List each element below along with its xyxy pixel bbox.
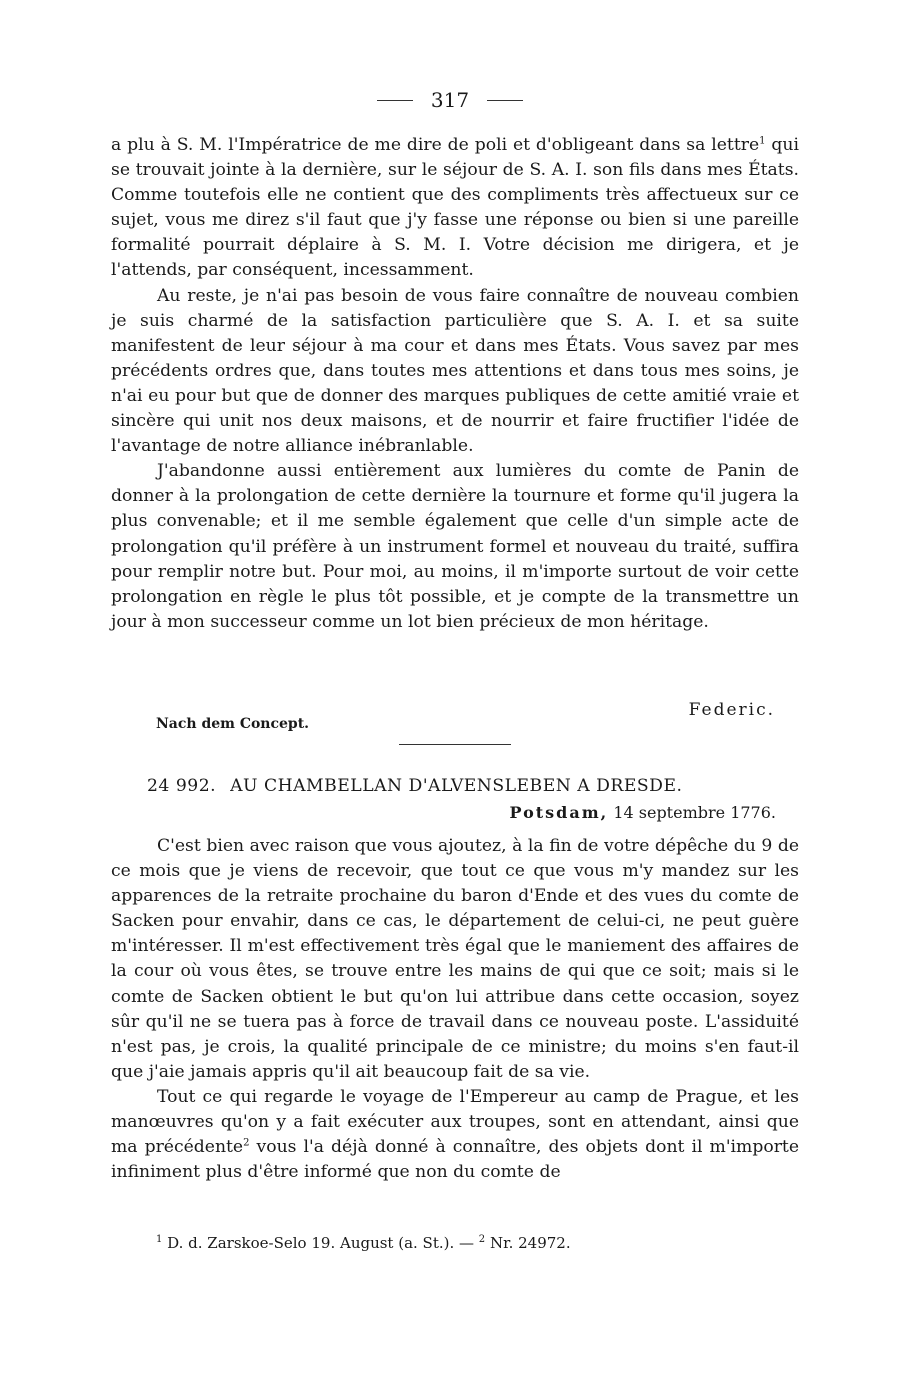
footnote-mark: 2	[478, 1234, 486, 1245]
footnote-1: D. d. Zarskoe-Selo 19. August (a. St.). —	[162, 1234, 479, 1252]
page-header	[0, 88, 900, 112]
header-rule-left	[377, 100, 413, 101]
paragraph-text: a plu à S. M. l'Impératrice de me dire de poli et d'obligeant dans sa lettre	[111, 135, 760, 155]
paragraph-text: qui se trouvait jointe à la dernière, sur le séjour de S. A. I. son fils dans mes États. Comme toutefois elle ne contient que des compliments très affectueux sur ce sujet, vous me direz s'il faut que j'y fasse une réponse ou bien si une pareille formalité pourrait déplaire à S. M. I. Votre décision me dirigera, et je l'attends, par conséquent, incessamment.	[111, 135, 799, 281]
paragraph-text: Tout ce qui regarde le voyage de l'Empereur au camp de Prague, et les manœuvres qu'on y a fait exécuter aux troupes, sont en attendant, ainsi que ma précédente	[111, 1086, 799, 1158]
footnote-mark: 1	[156, 1234, 163, 1245]
page-number: 317	[430, 88, 470, 112]
continued-letter-text	[111, 133, 799, 635]
letter-number: 24 992.	[147, 776, 217, 796]
signature: Federic.	[688, 700, 775, 720]
paragraph: Au reste, je n'ai pas besoin de vous faire connaître de nouveau combien je suis charmé de la satisfaction particulière que S. A. I. et sa suite manifestent de leur séjour à ma cour et dans mes États. Vous savez par mes précédents ordres que, dans toutes mes attentions et dans tous mes soins, je n'ai eu pour but que de donner des marques publiques de cette amitié vraie et sincère qui unit nos deux maisons, et de nourrir et faire fructifier l'idée de l'avantage de notre alliance inébranlable.	[111, 285, 799, 457]
letter-heading	[147, 776, 807, 796]
letter-title: AU CHAMBELLAN D'ALVENSLEBEN A DRESDE.	[230, 776, 683, 796]
paragraph: C'est bien avec raison que vous ajoutez, à la fin de votre dépêche du 9 de ce mois que je viens de recevoir, que tout ce que vous m'y mandez sur les apparences de la retraite prochaine du baron d'Ende et des vues du comte de Sacken pour envahir, dans ce cas, le département de celui-ci, ne peut guère m'intéresser. Il m'est effectivement très égal que le maniement des affaires de la cour où vous êtes, se trouve entre les mains de qui que ce soit; mais si le comte de Sacken obtient le but qu'on lui attribue dans cette occasion, soyez sûr qu'il ne se tuera pas à force de travail dans ce nouveau poste. L'assiduité n'est pas, je crois, la qualité principale de ce ministre; du moins s'en faut-il que j'aie jamais appris qu'il ait beaucoup fait de sa vie.	[111, 836, 799, 1082]
footnote-ref: 1	[759, 135, 766, 147]
footnotes	[156, 1234, 571, 1252]
footnote-2: Nr. 24972.	[485, 1234, 571, 1252]
paragraph	[111, 133, 799, 284]
letter-date: 14 septembre 1776.	[613, 803, 776, 822]
source-note: Nach dem Concept.	[156, 716, 310, 732]
letter-dateline	[509, 803, 776, 822]
section-divider	[399, 744, 511, 745]
paragraph: J'abandonne aussi entièrement aux lumières du comte de Panin de donner à la prolongation de cette dernière la tournure et forme qu'il jugera la plus convenable; et il me semble également que celle d'un simple acte de prolongation qu'il préfère à un instrument formel et nouveau du traité, suffira pour remplir notre but. Pour moi, au moins, il m'importe surtout de voir cette prolongation en règle le plus tôt possible, et je compte de la transmettre un jour à mon successeur comme un lot bien précieux de mon héritage.	[111, 461, 799, 632]
letter-place: Potsdam,	[509, 803, 609, 822]
paragraph	[111, 1085, 799, 1185]
letter-text	[111, 834, 799, 1185]
paragraph-text: vous l'a déjà donné à connaître, des objets dont il m'importe infiniment plus d'être informé que non du comte de	[111, 1137, 799, 1183]
footnote-ref: 2	[243, 1137, 250, 1149]
header-rule-right	[487, 100, 523, 101]
